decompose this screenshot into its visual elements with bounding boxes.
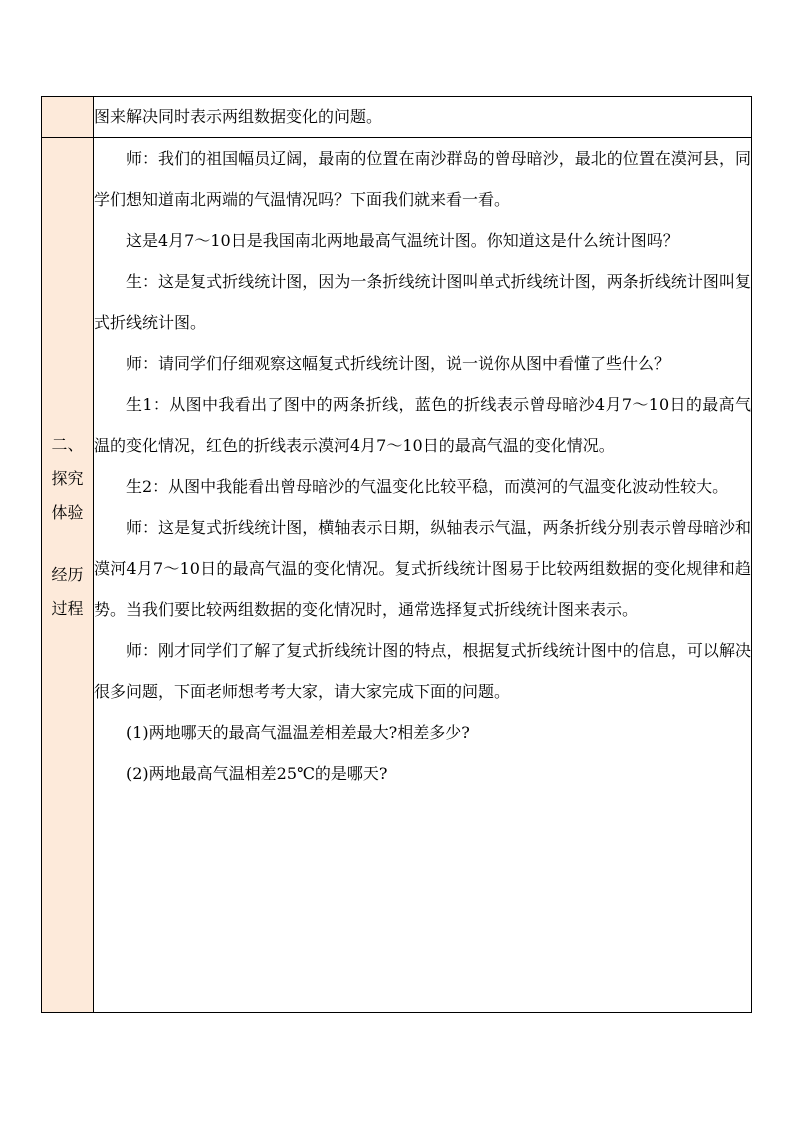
- paragraph: 这是4月7～10日是我国南北两地最高气温统计图。你知道这是什么统计图吗？: [126, 231, 679, 250]
- stage-line: 体验: [51, 503, 84, 522]
- lesson-table: [41, 96, 752, 1013]
- content-cell: [94, 138, 752, 1013]
- stage-line: 二、: [51, 435, 84, 454]
- table-row: [42, 97, 752, 138]
- stage-label: [42, 138, 93, 626]
- continued-text: 图来解决同时表示两组数据变化的问题。: [94, 107, 383, 126]
- question: (2)两地最高气温相差25℃的是哪天?: [126, 764, 388, 783]
- content-cell: [94, 97, 752, 138]
- stage-label-cell-empty: [42, 97, 94, 138]
- stage-line: 过程: [51, 599, 84, 618]
- paragraph: 师：请同学们仔细观察这幅复式折线统计图，说一说你从图中看懂了些什么？: [126, 354, 671, 373]
- stage-line: 经历: [51, 565, 84, 584]
- table-row: [42, 138, 752, 1013]
- paragraph: 师：刚才同学们了解了复式折线统计图的特点，根据复式折线统计图中的信息，可以解决很多问题，下面老师想考考大家，请大家完成下面的问题。: [94, 641, 751, 701]
- paragraph: 生：这是复式折线统计图，因为一条折线统计图叫单式折线统计图，两条折线统计图叫复式折线统计图。: [94, 272, 751, 332]
- paragraph: 师：我们的祖国幅员辽阔，最南的位置在南沙群岛的曾母暗沙，最北的位置在漠河县，同学们想知道南北两端的气温情况吗？下面我们就来看一看。: [94, 149, 751, 209]
- stage-line: 探究: [51, 469, 84, 488]
- paragraph: 生1：从图中我看出了图中的两条折线，蓝色的折线表示曾母暗沙4月7～10日的最高气温的变化情况，红色的折线表示漠河4月7～10日的最高气温的变化情况。: [94, 395, 751, 455]
- question: (1)两地哪天的最高气温温差相差最大?相差多少?: [126, 723, 470, 742]
- stage-label-cell: [42, 138, 94, 1013]
- paragraph: 师：这是复式折线统计图，横轴表示日期，纵轴表示气温，两条折线分别表示曾母暗沙和漠河4月7～10日的最高气温的变化情况。复式折线统计图易于比较两组数据的变化规律和趋势。当我们要比较两组数据的变化情况时，通常选择复式折线统计图来表示。: [94, 518, 751, 619]
- paragraph: 生2：从图中我能看出曾母暗沙的气温变化比较平稳，而漠河的气温变化波动性较大。: [126, 477, 729, 496]
